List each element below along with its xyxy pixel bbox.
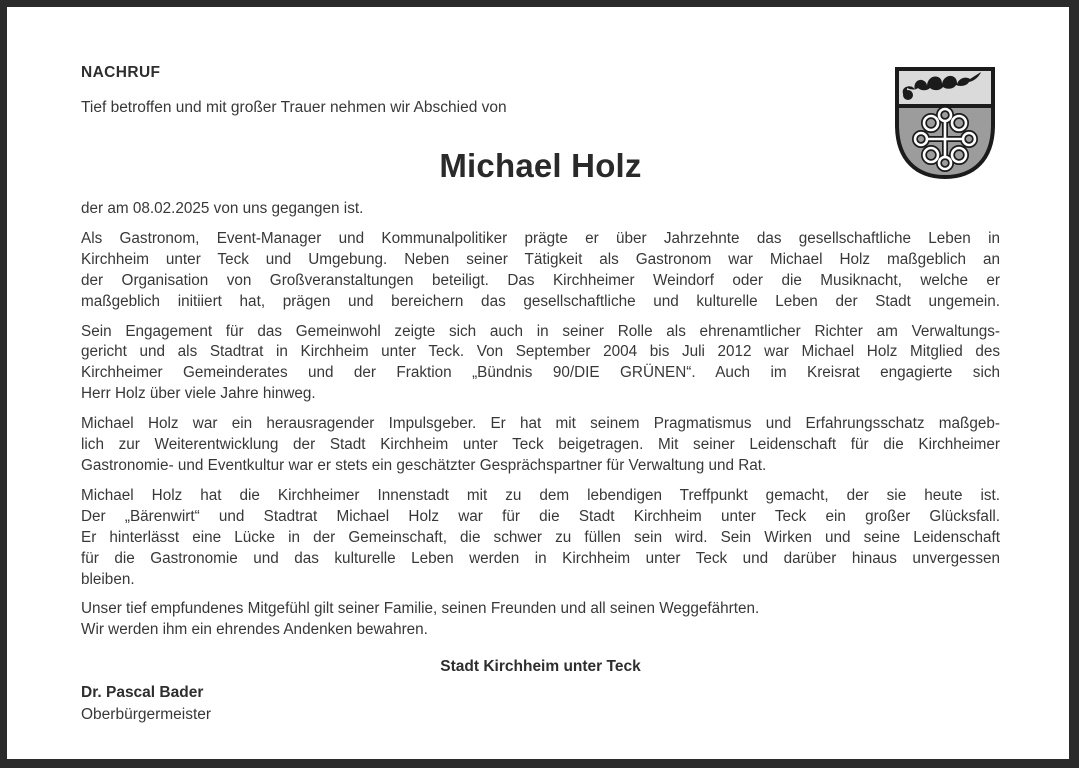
paragraph-line: Er hinterlässt eine Lücke in der Gemeinschaft, die schwer zu füllen sein wird. Sein Wirken und seine Leidenschaft (81, 528, 1000, 546)
paragraph-line: Als Gastronom, Event-Manager und Kommunalpolitiker prägte er über Jahrzehnte das gesellschaftliche Leben in (81, 229, 1000, 247)
paragraph-line: der Organisation von Großveranstaltungen beteiligt. Das Kirchheimer Weindorf oder die Musiknacht, welche er (81, 271, 1000, 289)
deceased-name: Michael Holz (439, 147, 642, 184)
paragraph (81, 229, 1000, 313)
paragraph (81, 486, 1000, 591)
paragraph-line: Michael Holz hat die Kirchheimer Innenstadt mit zu dem lebendigen Treffpunkt gemacht, der sie heute ist. (81, 486, 1000, 504)
paragraph-line: Michael Holz war ein herausragender Impulsgeber. Er hat mit seinem Pragmatismus und Erfahrungsschatz maßgeb- (81, 415, 1000, 433)
paragraph-line: für die Gastronomie und das kulturelle Leben werden in Kirchheim unter Teck und darüber hinaus unvergessen (81, 549, 1000, 567)
paragraph-line: maßgeblich initiiert hat, prägen und bereichern das gesellschaftliche und kulturelle Leben der Stadt ungemein. (81, 292, 1000, 310)
obituary-content (81, 7, 1000, 725)
paragraph-line: gericht und als Stadtrat in Kirchheim unter Teck. Von September 2004 bis Juli 2012 war Michael Holz Mitglied des (81, 343, 1000, 361)
paragraph-line: Unser tief empfundenes Mitgefühl gilt seiner Familie, seinen Freunden und all seinen Weggefährten. (81, 600, 760, 618)
paragraph-line: bleiben. (81, 570, 135, 588)
paragraph-line: Wir werden ihm ein ehrendes Andenken bewahren. (81, 621, 428, 639)
ornamental-cross-charge (915, 109, 975, 169)
obituary-paragraphs (81, 199, 1000, 641)
kirchheim-crest-icon (893, 65, 997, 181)
paragraph-line: Der „Bärenwirt“ und Stadtrat Michael Holz war für die Stadt Kirchheim unter Teck ein großer Glücksfall. (81, 507, 1000, 525)
paragraph (81, 322, 1000, 406)
paragraph-line: lich zur Weiterentwicklung der Stadt Kirchheim unter Teck beigetragen. Mit seiner Leidenschaft für die Kirchheimer (81, 436, 1000, 454)
organization-name: Stadt Kirchheim unter Teck (440, 658, 641, 676)
paragraph (81, 599, 1000, 641)
paragraph-line: Kirchheimer Gemeinderates und der Fraktion „Bündnis 90/DIE GRÜNEN“. Auch im Kreisrat engagierte sich (81, 364, 1000, 382)
paragraph-line: Sein Engagement für das Gemeinwohl zeigte sich auch in seiner Rolle als ehrenamtlicher Richter am Verwaltungs- (81, 322, 1000, 340)
paragraph-line: der am 08.02.2025 von uns gegangen ist. (81, 200, 364, 217)
paragraph (81, 414, 1000, 477)
paragraph-line: Herr Holz über viele Jahre hinweg. (81, 385, 316, 403)
city-coat-of-arms (893, 65, 997, 181)
paragraph (81, 199, 1000, 220)
nachruf-label: NACHRUF (81, 64, 161, 81)
signatory-name: Dr. Pascal Bader (81, 684, 204, 702)
paragraph-line: Kirchheim unter Teck und Umgebung. Neben seiner Tätigkeit als Gastronom war Michael Holz maßgeblich an (81, 250, 1000, 268)
intro-line: Tief betroffen und mit großer Trauer nehmen wir Abschied von (81, 99, 507, 116)
paragraph-line: Gastronomie- und Eventkultur war er stets ein geschätzter Gesprächspartner für Verwaltung und Rat. (81, 456, 767, 474)
signatory-title: Oberbürgermeister (81, 706, 212, 724)
